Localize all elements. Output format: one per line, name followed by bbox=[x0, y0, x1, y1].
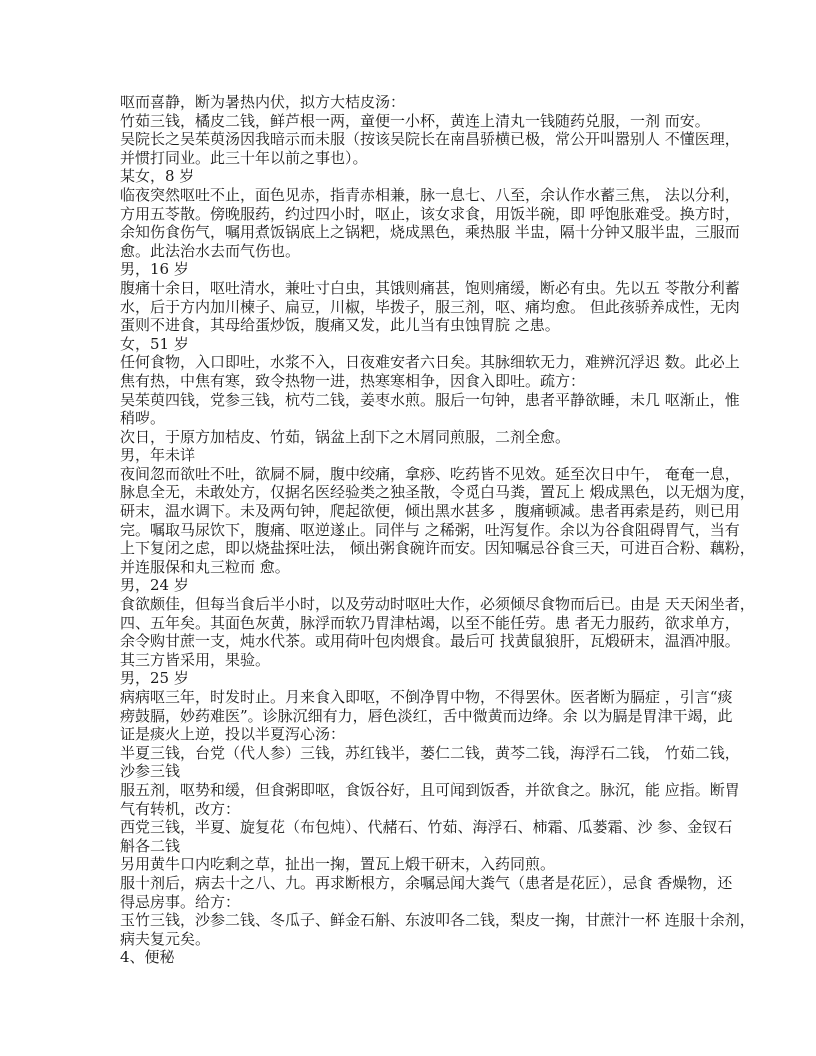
text-line: 蛋则不进食，其母给蛋炒饭，腹痛又发，此儿当有虫蚀胃脘 之患。 bbox=[120, 316, 560, 335]
text-line: 任何食物，入口即吐，水浆不入，日夜难安者六日矣。其脉细软无力，难辨沉浮迟 数。此必上 bbox=[120, 353, 740, 372]
case-heading: 男，16 岁 bbox=[120, 260, 189, 279]
case-heading: 男，年未详 bbox=[120, 446, 196, 465]
text-line: 另用黄牛口内吃剩之草，扯出一掬，置瓦上煅干研末，入药同煎。 bbox=[120, 855, 556, 874]
text-line: 服十剂后，病去十之八、九。再求断根方，余嘱忌闻大粪气（患者是花匠），忌食 香燥物，还 bbox=[120, 873, 733, 892]
section-heading: 4、便秘 bbox=[120, 948, 175, 967]
text-line: 稍哕。 bbox=[120, 409, 166, 428]
case-heading: 男，25 岁 bbox=[120, 669, 189, 688]
document-page bbox=[120, 93, 755, 967]
text-line: 竹茹三钱，橘皮二钱，鲜芦根一两，童便一小杯，黄连上清丸一钱随药兑服，一剂 而安。 bbox=[120, 111, 710, 130]
text-line: 并惯打同业。此三十年以前之事也）。 bbox=[120, 148, 368, 167]
case-heading: 某女，8 岁 bbox=[120, 167, 195, 186]
text-line: 食欲颇佳，但每当食后半小时，以及劳动时呕吐大作，必须倾尽食物而后已。由是 天天闲坐者， bbox=[120, 595, 755, 614]
text-line: 吴院长之吴茱萸汤因我暗示而未服（按该吴院长在南昌骄横已极，常公开叫嚣别人 不懂医理， bbox=[120, 130, 740, 149]
text-line: 余令购甘蔗一支，炖水代茶。或用荷叶包肉煨食。最后可 找黄鼠狼肝，瓦煅研末，温酒冲服。 bbox=[120, 632, 740, 651]
text-line: 得忌房事。给方： bbox=[120, 892, 241, 911]
case-heading: 女，51 岁 bbox=[120, 334, 189, 353]
text-line: 并连服保和丸三粒而 愈。 bbox=[120, 557, 290, 576]
case-heading: 男，24 岁 bbox=[120, 576, 189, 595]
text-line: 其三方皆采用，果验。 bbox=[120, 650, 271, 669]
text-line: 研末，温水调下。未及两句钟，爬起欲便，倾出黑水甚多 ，腹痛顿减。患者再索是药，则已用 bbox=[120, 502, 740, 521]
text-line: 服五剂，呕势和缓，但食粥即呕，食饭谷好，且可闻到饭香，并欲食之。脉沉，能 应指。断胃 bbox=[120, 780, 740, 799]
text-line: 半夏三钱，台党（代人参）三钱，苏红钱半，蒌仁二钱，黄芩二钱，海浮石二钱， 竹茹二钱， bbox=[120, 743, 740, 762]
text-line: 沙参三钱 bbox=[120, 762, 181, 781]
text-line: 脉息全无，未敢处方，仅据名医经验类之独圣散，令觅白马粪，置瓦上 煅成黑色，以无烟为度， bbox=[120, 483, 755, 502]
text-line: 痨鼓膈，妙药难医”。诊脉沉细有力，唇色淡红，舌中微黄而边绛。余 以为膈是胃津干竭，此 bbox=[120, 706, 733, 725]
text-line: 临夜突然呕吐不止，面色见赤，指青赤相兼，脉一息七、八至，余认作水蓄三焦， 法以分利， bbox=[120, 185, 740, 204]
text-line: 夜间忽而欲吐不吐，欲屙不屙，腹中绞痛，拿痧、吃药皆不见效。延至次日中午， 奄奄一息， bbox=[120, 464, 740, 483]
text-line: 病夫复元矣。 bbox=[120, 929, 211, 948]
text-line: 四、五年矣。其面色灰黄，脉浮而软乃胃津枯竭，以至不能任劳。患 者无力服药，欲求单方， bbox=[120, 613, 740, 632]
text-line: 水，后于方内加川楝子、扁豆，川椒，毕拨子，服三剂，呕、痛均愈。 但此孩骄养成性，无肉 bbox=[120, 297, 740, 316]
text-line: 方用五苓散。傍晚服药，约过四小时，呕止，该女求食，用饭半碗，即 呼饱胀难受。换方时， bbox=[120, 204, 740, 223]
text-line: 完。嘱取马尿饮下，腹痛、呕逆遂止。同伴与 之稀粥，吐泻复作。余以为谷食阻碍胃气，当有 bbox=[120, 520, 740, 539]
text-line: 愈。此法治水去而气伤也。 bbox=[120, 241, 301, 260]
text-line: 吴茱萸四钱，党参三钱，杭芍二钱，姜枣水煎。服后一句钟，患者平静欲睡，未几 呕渐止，惟 bbox=[120, 390, 740, 409]
text-line: 次日，于原方加桔皮、竹茹，锅盆上刮下之木屑同煎服，二剂全愈。 bbox=[120, 427, 571, 446]
text-line: 玉竹三钱，沙参二钱、冬瓜子、鲜金石斛、东波叩各二钱，梨皮一掬，甘蔗汁一杯 连服十余剂， bbox=[120, 911, 755, 930]
text-line: 西党三钱，半夏、旋复花（布包炖）、代赭石、竹茹、海浮石、柿霜、瓜蒌霜、沙 参、金钗石 bbox=[120, 818, 733, 837]
text-line: 气有转机，改方： bbox=[120, 799, 241, 818]
text-line: 余知伤食伤气，嘱用煮饭锅底上之锅粑，烧成黑色，乘热服 半盅，隔十分钟又服半盅，三服而 bbox=[120, 223, 740, 242]
text-line: 腹痛十余日，呕吐清水，兼吐寸白虫，其饿则痛甚，饱则痛缓，断必有虫。先以五 苓散分利蓄 bbox=[120, 278, 740, 297]
text-line: 证是痰火上逆，投以半夏泻心汤： bbox=[120, 725, 346, 744]
text-line: 病病呕三年，时发时止。月来食入即呕，不倒净胃中物，不得罢休。医者断为膈症 ，引言“痰 bbox=[120, 688, 733, 706]
text-line: 斛各二钱 bbox=[120, 836, 181, 855]
text-line: 焦有热，中焦有寒，致令热物一进，热寒寒相争，因食入即吐。疏方： bbox=[120, 371, 586, 390]
text-line: 上下复闭之虑，即以烧盐探吐法， 倾出粥食碗许而安。因知嘱忌谷食三天，可进百合粉、藕粉， bbox=[120, 539, 755, 558]
text-line: 呕而喜静，断为暑热内伏，拟方大桔皮汤： bbox=[120, 93, 406, 111]
